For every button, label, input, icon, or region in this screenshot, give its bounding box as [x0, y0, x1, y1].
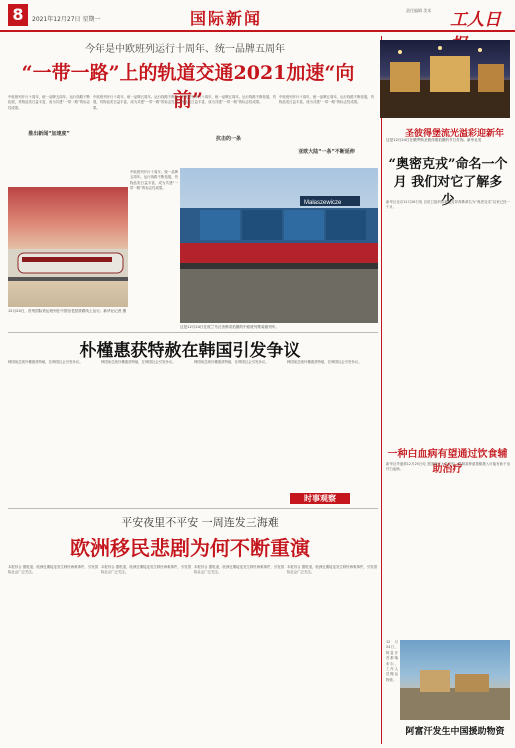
- st-petersburg-photo: [380, 40, 510, 118]
- aid-headline: 阿富汗发生中国援助物资: [405, 727, 505, 737]
- section-divider-2: [8, 508, 378, 509]
- newspaper-logo: 工人日: [450, 10, 501, 30]
- gov-photo-caption: 12月24日，首列国际货运班列在中国至老挝铁路线上运行。新华社记者 摄: [8, 309, 127, 313]
- station-sign-text: Małaszewicze: [304, 200, 342, 206]
- lead-headline: “一带一路”上的轨道交通2021加速“向前”: [21, 62, 355, 111]
- mid-body-col2: 韩国前总统朴槿惠获特赦，在韩国社会引发争议。: [101, 360, 176, 364]
- eu-headline: 欧洲移民悲剧为何不断重演: [70, 536, 310, 560]
- lead-body-col3: 中欧班列开行十周年，统一品牌五周年。运行线路不断拓展，货物品类日益丰富，成为共建“一带一路”的标志性成果。: [181, 95, 276, 105]
- mid-body-col4: 韩国前总统朴槿惠获特赦，在韩国社会引发争议。: [287, 360, 362, 364]
- train-photo-caption: 这是12月24日在波兰马瓦舍维奇拍摄的中欧班列集装箱列车。: [180, 325, 279, 329]
- eu-body-col4: 本报综合 据报道，欧洲近期接连发生移民海难事件，引发国际社会广泛关注。: [287, 565, 377, 575]
- section-title: 国际新闻: [190, 9, 263, 28]
- container-train-illustration: [180, 168, 378, 323]
- column-tag: 时事观察: [290, 493, 350, 504]
- mid-body-col3: 韩国前总统朴槿惠获特赦，在韩国社会引发争议。: [194, 360, 269, 364]
- lead-subhead-3: 亚欧大陆“一条”不断延伸: [298, 149, 355, 155]
- leukemia-body: 新华社华盛顿12月25日电 美国研究人员发现，限制某种氨基酸摄入可能有助于治疗白血病。: [386, 462, 510, 472]
- freight-train-photo-2: [8, 187, 128, 307]
- aid-body: 12月24日，阿富汗首都喀布尔，工作人员搬运物资。: [386, 640, 398, 682]
- lead-kicker: 今年是中欧班列运行十周年、统一品牌五周年: [85, 44, 285, 55]
- aid-illustration: [400, 640, 510, 720]
- issue-date: 2021年12月27日 星期一: [32, 16, 101, 23]
- omicron-headline: “奥密克戎”命名一个月 我们对它了解多少: [388, 157, 508, 208]
- leukemia-headline: 一种白血病有望通过饮食辅助治疗: [387, 449, 508, 475]
- freight-train-photo: [180, 168, 378, 323]
- page-number: 8: [8, 4, 28, 26]
- train-illustration: [8, 187, 128, 307]
- mid-headline: 朴槿惠获特赦在韩国引发争议: [79, 341, 301, 361]
- eu-kicker: 平安夜里不平安 一周连发三海难: [121, 516, 279, 529]
- lead-body-col4: 中欧班列开行十周年，统一品牌五周年。运行线路不断拓展，货物品类日益丰富，成为共建“一带一路”的标志性成果。: [279, 95, 374, 105]
- omicron-body: 新华社北京12月26日电 自世卫组织将新冠变异毒株命名为“奥密克戎”以来已经一个月。: [386, 200, 510, 210]
- lead-subhead-2: 抗击的一条: [215, 136, 241, 142]
- editors-credit: 责任编辑 美术: [406, 8, 432, 13]
- mid-body-col1: 韩国前总统朴槿惠获特赦，在韩国社会引发争议。: [8, 360, 83, 364]
- lead-body-col1: 中欧班列开行十周年，统一品牌五周年。运行线路不断拓展，货物品类日益丰富，成为共建“一带一路”的标志性成果。: [8, 95, 90, 110]
- eu-body-col3: 本报综合 据报道，欧洲近期接连发生移民海难事件，引发国际社会广泛关注。: [194, 565, 284, 575]
- lead-subhead-1: 推出新闻“加速度”: [28, 131, 70, 137]
- section-divider: [8, 332, 378, 333]
- city-lights-illustration: [380, 40, 510, 118]
- column-divider: [381, 36, 382, 744]
- eu-body-col1: 本报综合 据报道，欧洲近期接连发生移民海难事件，引发国际社会广泛关注。: [8, 565, 98, 575]
- aid-photo: [400, 640, 510, 720]
- lead-body-col2: 中欧班列开行十周年，统一品牌五周年。运行线路不断拓展，货物品类日益丰富，成为共建“一带一路”的标志性成果。: [93, 95, 178, 110]
- right-photo-title: 圣彼得堡流光溢彩迎新年: [405, 129, 505, 139]
- eu-body-col2: 本报综合 据报道，欧洲近期接连发生移民海难事件，引发国际社会广泛关注。: [101, 565, 191, 575]
- right-photo-caption: 这是12月24日在俄罗斯圣彼得堡拍摄的节日灯饰。新华社发: [386, 138, 482, 142]
- lead-body-col5: 中欧班列开行十周年，统一品牌五周年。运行线路不断拓展，货物品类日益丰富，成为共建“一带一路”的标志性成果。: [130, 170, 178, 191]
